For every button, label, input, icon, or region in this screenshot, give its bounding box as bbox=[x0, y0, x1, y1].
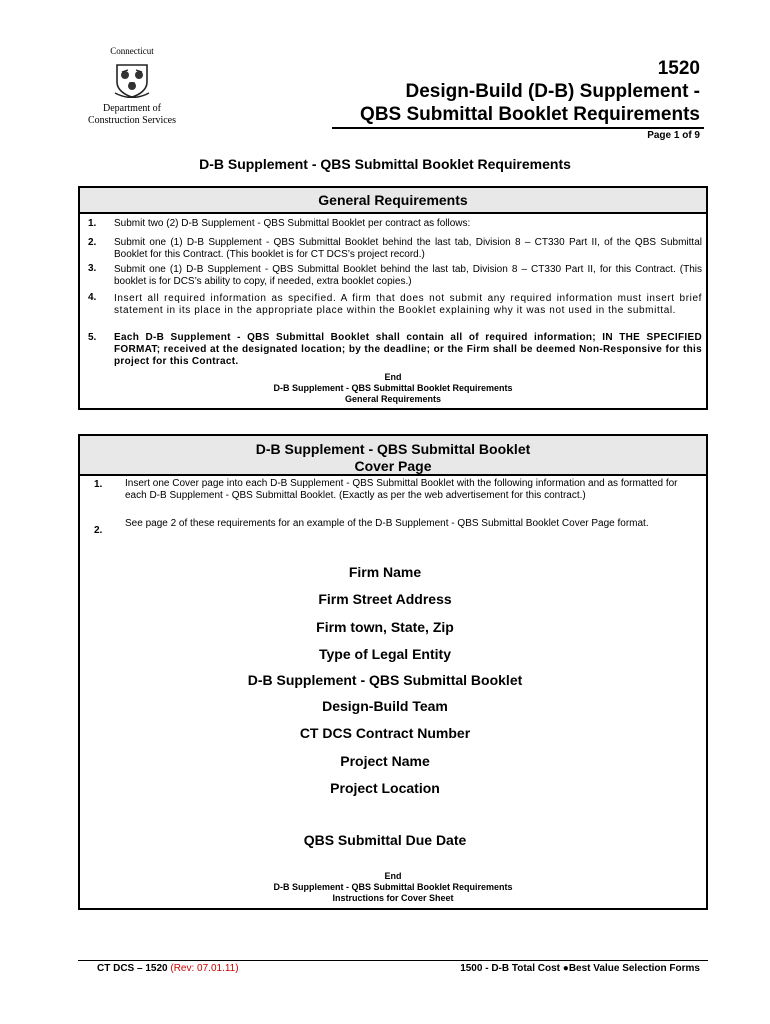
general-item-2-number: 2. bbox=[88, 237, 97, 248]
cover-end-note bbox=[78, 871, 708, 904]
cover-end-line1: End bbox=[384, 871, 402, 881]
agency-name-line2: Construction Services bbox=[87, 115, 177, 126]
header-rule bbox=[332, 127, 704, 129]
cover-field-firm-town-state-zip: Firm town, State, Zip bbox=[316, 619, 454, 635]
cover-item-1-number: 1. bbox=[94, 479, 103, 490]
cover-item-2-number: 2. bbox=[94, 525, 103, 536]
general-item-4-number: 4. bbox=[88, 292, 97, 303]
cover-field-due-date: QBS Submittal Due Date bbox=[303, 832, 467, 848]
cover-field-firm-street-address: Firm Street Address bbox=[318, 591, 452, 607]
agency-state: Connecticut bbox=[110, 46, 154, 56]
cover-field-booklet-name: D-B Supplement - QBS Submittal Booklet bbox=[247, 672, 523, 688]
general-end-line3: General Requirements bbox=[344, 394, 442, 404]
cover-field-design-build-team: Design-Build Team bbox=[322, 698, 448, 714]
document-title-line1: Design-Build (D-B) Supplement - bbox=[405, 81, 700, 102]
general-end-line2: D-B Supplement - QBS Submittal Booklet Requirements bbox=[273, 383, 513, 393]
cover-end-line2: D-B Supplement - QBS Submittal Booklet Requirements bbox=[273, 882, 513, 892]
cover-page-heading-line1: D-B Supplement - QBS Submittal Booklet bbox=[255, 441, 531, 457]
general-item-1-text: Submit two (2) D-B Supplement - QBS Submittal Booklet per contract as follows: bbox=[114, 218, 471, 229]
agency-name bbox=[76, 103, 188, 127]
agency-name-line1: Department of bbox=[102, 103, 162, 114]
cover-page-heading-line2: Cover Page bbox=[354, 458, 432, 474]
cover-page-heading bbox=[80, 436, 706, 476]
state-seal-icon bbox=[113, 62, 151, 98]
cover-item-2-text: See page 2 of these requirements for an example of the D-B Supplement - QBS Submittal Booklet Cover Page format. bbox=[125, 518, 649, 529]
general-item-5-text: Each D-B Supplement - QBS Submittal Booklet shall contain all of required information; IN THE SPECIFIED FORMAT; received at the designated location; by the deadline; or the Firm shall be deemed Non-Responsive for this project for this Contract. bbox=[114, 332, 702, 367]
section-title: D-B Supplement - QBS Submittal Booklet Requirements bbox=[199, 156, 571, 172]
footer-revision: (Rev: 07.01.11) bbox=[170, 963, 239, 974]
general-end-line1: End bbox=[384, 372, 402, 382]
general-item-4-text: Insert all required information as specified. A firm that does not submit any required information must insert brief statement in its place in the appropriate place within the Booklet explaining why it was not used in the submittal. bbox=[114, 293, 702, 316]
document-title bbox=[360, 80, 700, 126]
footer-form-number: CT DCS – 1520 bbox=[97, 963, 168, 974]
footer-form-id bbox=[97, 963, 239, 974]
cover-field-project-location: Project Location bbox=[330, 780, 440, 796]
general-item-5-number: 5. bbox=[88, 332, 97, 343]
cover-field-project-name: Project Name bbox=[340, 753, 430, 769]
general-item-3-number: 3. bbox=[88, 263, 97, 274]
document-number: 1520 bbox=[657, 58, 700, 79]
cover-field-contract-number: CT DCS Contract Number bbox=[299, 725, 471, 741]
cover-field-firm-name: Firm Name bbox=[348, 564, 422, 580]
document-title-line2: QBS Submittal Booklet Requirements bbox=[360, 104, 700, 125]
general-end-note bbox=[78, 372, 708, 405]
page-indicator: Page 1 of 9 bbox=[647, 130, 700, 141]
general-item-1-number: 1. bbox=[88, 218, 97, 229]
general-item-2-text: Submit one (1) D-B Supplement - QBS Submittal Booklet behind the last tab, Division 8 – CT330 Part II, of the QBS Submittal Booklet for this Contract. (This booklet is for CT DCS’s project record.) bbox=[114, 237, 702, 260]
cover-field-legal-entity-type: Type of Legal Entity bbox=[319, 646, 451, 662]
cover-end-line3: Instructions for Cover Sheet bbox=[332, 893, 454, 903]
cover-item-1-text: Insert one Cover page into each D-B Supplement - QBS Submittal Booklet with the following information and as formatted for each D-B Supplement - QBS Submittal Booklet. (Exactly as per the web advertisement for this contract.) bbox=[125, 478, 678, 501]
footer-rule bbox=[78, 960, 708, 961]
general-requirements-heading: General Requirements bbox=[80, 188, 706, 214]
footer-series-title: 1500 - D-B Total Cost ●Best Value Selection Forms bbox=[460, 963, 700, 974]
general-item-3-text: Submit one (1) D-B Supplement - QBS Submittal Booklet behind the last tab, Division 8 – CT330 Part II, for this Contract. (This booklet is for DCS’s ability to copy, if needed, extra booklet copies.) bbox=[114, 264, 702, 287]
